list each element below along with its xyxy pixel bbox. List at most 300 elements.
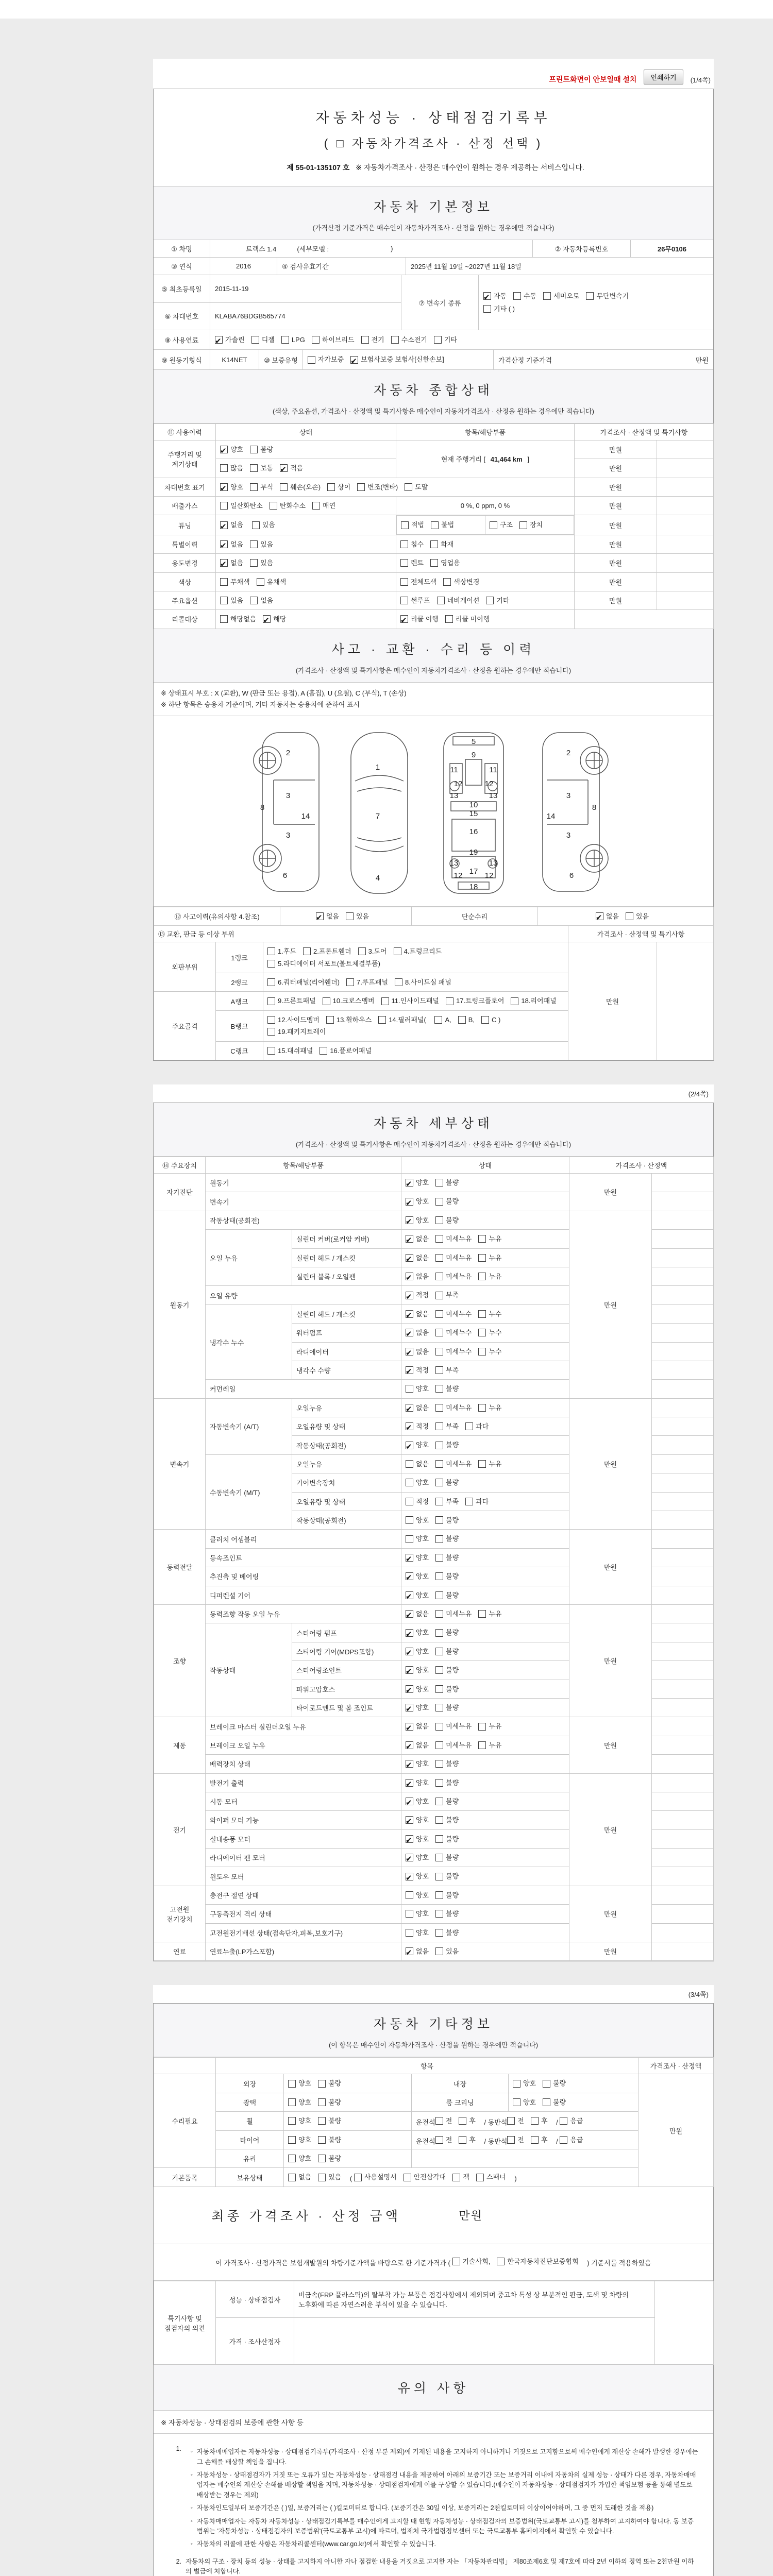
checkbox[interactable] — [406, 1479, 413, 1486]
checkbox[interactable] — [435, 1273, 443, 1280]
checkbox[interactable] — [280, 464, 288, 472]
print-button[interactable]: 인쇄하기 — [644, 70, 683, 84]
field-label: ⑦ 변속기 종류 — [401, 275, 479, 330]
checkbox[interactable] — [452, 2174, 460, 2181]
checkbox[interactable] — [406, 1910, 413, 1918]
check-option — [435, 1233, 472, 1245]
option-label: 없음 — [416, 1460, 429, 1468]
checkbox[interactable] — [270, 502, 277, 510]
checkbox[interactable] — [560, 2117, 567, 2125]
checkbox[interactable] — [507, 2136, 515, 2144]
option-label: 불량 — [446, 1179, 459, 1187]
checkbox[interactable] — [281, 336, 289, 344]
checkbox[interactable] — [478, 1723, 486, 1731]
check-option — [435, 1289, 459, 1301]
check-option — [406, 1195, 429, 1207]
checkbox[interactable] — [406, 1816, 413, 1824]
section-comprehensive — [154, 370, 713, 423]
checkbox[interactable] — [406, 1554, 413, 1562]
polish-state — [288, 2100, 348, 2108]
checkbox[interactable] — [435, 1891, 443, 1899]
checkbox[interactable] — [318, 2098, 326, 2106]
checkbox[interactable] — [431, 521, 439, 529]
table-row — [154, 1886, 714, 1904]
checkbox[interactable] — [406, 1366, 413, 1374]
checkbox[interactable] — [513, 2098, 520, 2106]
checkbox[interactable] — [435, 1422, 443, 1430]
checkbox[interactable] — [406, 1929, 413, 1937]
checkbox[interactable] — [406, 1704, 413, 1711]
check-option — [394, 945, 442, 957]
checkbox[interactable] — [350, 356, 358, 364]
checkbox[interactable] — [320, 1047, 327, 1055]
checkbox[interactable] — [435, 1947, 443, 1955]
check-option — [430, 538, 453, 550]
install-print-link[interactable]: 프린트화면이 안보일때 설치 — [549, 75, 637, 83]
detail-remark-cell — [652, 1792, 714, 1810]
checkbox[interactable] — [435, 1554, 443, 1562]
checkbox[interactable] — [435, 1572, 443, 1580]
checkbox[interactable] — [267, 1028, 275, 1036]
checkbox[interactable] — [513, 292, 521, 300]
checkbox[interactable] — [391, 336, 399, 344]
checkbox[interactable] — [511, 997, 518, 1005]
checkbox[interactable] — [220, 446, 228, 453]
mileage-value: 41,464 km — [490, 455, 523, 464]
checkbox[interactable] — [252, 521, 260, 529]
checkbox[interactable] — [435, 1198, 443, 1206]
checkbox[interactable] — [401, 521, 409, 529]
checkbox[interactable] — [596, 912, 603, 920]
check-option — [406, 1626, 429, 1638]
checkbox[interactable] — [406, 1235, 413, 1243]
caution-bullet — [191, 2470, 700, 2500]
detail-remark-cell — [652, 1267, 714, 1285]
checkbox[interactable] — [394, 947, 401, 955]
option-label: 과다 — [476, 1422, 489, 1431]
check-option — [406, 1945, 429, 1957]
checkbox[interactable] — [478, 1310, 486, 1318]
amount-cell: 만원 — [575, 440, 657, 459]
check-option — [267, 1026, 326, 1038]
checkbox[interactable] — [435, 2117, 443, 2125]
checkbox[interactable] — [483, 305, 491, 313]
checkbox[interactable] — [435, 1235, 443, 1243]
rank-label: C랭크 — [216, 1041, 263, 1060]
checkbox[interactable] — [446, 997, 453, 1005]
caution-item — [171, 2444, 700, 2552]
checkbox[interactable] — [445, 615, 453, 623]
checkbox[interactable] — [316, 912, 324, 920]
col-header: 상태 — [216, 423, 396, 440]
checkbox[interactable] — [267, 1016, 275, 1024]
checkbox[interactable] — [406, 1442, 413, 1449]
checkbox[interactable] — [478, 1610, 486, 1618]
checkbox[interactable] — [406, 1798, 413, 1805]
checkbox[interactable] — [250, 483, 258, 491]
checkbox[interactable] — [483, 292, 491, 300]
checkbox[interactable] — [406, 1591, 413, 1599]
checkbox[interactable] — [357, 483, 365, 491]
checkbox[interactable] — [400, 540, 408, 548]
checkbox[interactable] — [406, 1741, 413, 1749]
checkbox[interactable] — [250, 446, 258, 453]
checkbox[interactable] — [543, 292, 551, 300]
checkbox[interactable] — [435, 1704, 443, 1711]
checkbox[interactable] — [220, 521, 228, 529]
diagram-panel-number: 11 — [450, 765, 458, 774]
checkbox[interactable] — [435, 1629, 443, 1637]
bullet-icon: ◦ — [191, 2449, 193, 2455]
detail-item-cell: 구동축전지 격리 상태 — [206, 1905, 401, 1923]
checkbox[interactable] — [490, 521, 497, 529]
option-label: 누유 — [489, 1722, 502, 1731]
checkbox[interactable] — [435, 1666, 443, 1674]
detail-state-cell — [401, 1454, 569, 1473]
checkbox[interactable] — [443, 578, 451, 586]
bullet-text: 자동차인도일부터 보증기간은 ( )일, 보증거리는 ( )킬로미터로 합니다. (보증기간은 30일 이상, 보증거리는 2천킬로미터 이상이어야하며, 그 중 먼저 도래한 것을 적용) — [196, 2504, 654, 2512]
checkbox[interactable] — [435, 1216, 443, 1224]
checkbox[interactable] — [406, 1835, 413, 1843]
checkbox[interactable] — [263, 615, 271, 623]
checkbox[interactable] — [435, 1179, 443, 1187]
checkbox[interactable] — [406, 1516, 413, 1524]
table-row — [154, 1174, 714, 1192]
checkbox[interactable] — [435, 1385, 443, 1393]
checkbox[interactable] — [406, 1629, 413, 1637]
checkbox[interactable] — [406, 1666, 413, 1674]
check-option — [435, 1702, 459, 1714]
check-option — [435, 1589, 459, 1601]
checkbox[interactable] — [358, 947, 366, 955]
detail-amount-cell: 만원 — [569, 1211, 652, 1398]
checkbox[interactable] — [318, 2117, 326, 2125]
final-price-row — [154, 2187, 713, 2244]
checkbox[interactable] — [405, 483, 412, 491]
checkbox[interactable] — [381, 997, 389, 1005]
checkbox[interactable] — [435, 1366, 443, 1374]
checkbox[interactable] — [400, 578, 408, 586]
option-label: 양호 — [416, 1441, 429, 1449]
checkbox[interactable] — [354, 2174, 362, 2181]
checkbox[interactable] — [435, 1404, 443, 1412]
checkbox[interactable] — [435, 1779, 443, 1787]
checkbox[interactable] — [406, 1310, 413, 1318]
checkbox[interactable] — [478, 1741, 486, 1749]
checkbox[interactable] — [406, 1891, 413, 1899]
checkbox[interactable] — [435, 1310, 443, 1318]
option-label: 렌트 — [411, 559, 424, 567]
checkbox[interactable] — [513, 2080, 520, 2088]
check-option — [435, 1214, 459, 1226]
checkbox[interactable] — [478, 1273, 486, 1280]
bullet-icon: ◦ — [191, 2505, 193, 2512]
checkbox[interactable] — [406, 1572, 413, 1580]
row-first-reg — [154, 275, 401, 303]
checkbox[interactable] — [626, 912, 633, 920]
check-option — [327, 481, 350, 493]
check-option — [267, 995, 316, 1007]
checkbox[interactable] — [435, 1873, 443, 1880]
checkbox[interactable] — [406, 1385, 413, 1393]
checkbox[interactable] — [435, 2136, 443, 2144]
checkbox[interactable] — [400, 559, 408, 567]
checkbox[interactable] — [406, 1854, 413, 1861]
checkbox[interactable] — [406, 1685, 413, 1693]
checkbox[interactable] — [497, 2258, 505, 2265]
service-note: ※ 자동차가격조사 · 산정은 매수인이 원하는 경우 제공하는 서비스입니다. — [356, 163, 584, 172]
checkbox[interactable] — [481, 1016, 489, 1024]
diagram-panel-number: 5 — [471, 737, 476, 746]
check-option — [478, 1608, 501, 1620]
checkbox[interactable] — [288, 2117, 296, 2125]
checkbox[interactable] — [452, 2258, 460, 2265]
checkbox[interactable] — [267, 960, 275, 968]
checkbox[interactable] — [220, 615, 228, 623]
checkbox[interactable] — [406, 1273, 413, 1280]
check-option — [400, 595, 430, 606]
checkbox[interactable] — [435, 1591, 443, 1599]
detail-sub-cell: 작동상태 — [206, 1623, 292, 1717]
checkbox[interactable] — [435, 1442, 443, 1449]
checkbox[interactable] — [250, 464, 258, 472]
checkbox[interactable] — [220, 597, 228, 604]
checkbox[interactable] — [406, 1216, 413, 1224]
checkbox[interactable] — [486, 597, 494, 604]
option-label: 무단변속기 — [596, 292, 629, 300]
checkbox[interactable] — [312, 336, 320, 344]
detail-remark-cell — [652, 1886, 714, 1904]
checkbox[interactable] — [435, 1479, 443, 1486]
check-option — [252, 519, 275, 531]
checkbox[interactable] — [531, 2117, 539, 2125]
checkbox[interactable] — [220, 483, 228, 491]
checkbox[interactable] — [478, 1348, 486, 1355]
checkbox[interactable] — [531, 2136, 539, 2144]
checkbox[interactable] — [435, 1516, 443, 1524]
checkbox[interactable] — [435, 1723, 443, 1731]
checkbox[interactable] — [437, 597, 445, 604]
checkbox[interactable] — [250, 540, 258, 548]
checkbox[interactable] — [267, 947, 275, 955]
checkbox[interactable] — [280, 483, 288, 491]
checkbox[interactable] — [435, 1835, 443, 1843]
option-label: 전 — [445, 2117, 452, 2125]
checkbox[interactable] — [435, 1254, 443, 1262]
checkbox[interactable] — [406, 1610, 413, 1618]
checkbox[interactable] — [267, 997, 275, 1005]
page-number: (3/4쪽) — [153, 1985, 714, 2003]
checkbox[interactable] — [288, 2155, 296, 2162]
checkbox[interactable] — [318, 2174, 326, 2181]
checkbox[interactable] — [220, 578, 228, 586]
checkbox[interactable] — [312, 502, 320, 510]
detail-sub-cell: 냉각수 누수 — [206, 1304, 292, 1380]
checkbox[interactable] — [303, 947, 311, 955]
detail-item-cell: 연료누출(LP가스포함) — [206, 1942, 401, 1961]
checkbox[interactable] — [406, 1179, 413, 1187]
checkbox[interactable] — [406, 1760, 413, 1768]
checkbox[interactable] — [430, 540, 438, 548]
checkbox[interactable] — [435, 1910, 443, 1918]
option-label: 없음 — [416, 1347, 429, 1355]
checkbox[interactable] — [323, 997, 330, 1005]
checkbox[interactable] — [406, 1779, 413, 1787]
option-label: 구조 — [500, 521, 513, 529]
checkbox[interactable] — [406, 1873, 413, 1880]
checkbox[interactable] — [458, 1016, 466, 1024]
checkbox[interactable] — [406, 1947, 413, 1955]
detail-item-cell: 기어변속장치 — [292, 1473, 401, 1492]
check-option — [406, 1739, 429, 1751]
checkbox[interactable] — [250, 559, 258, 567]
checkbox[interactable] — [326, 1016, 334, 1024]
check-option — [406, 1927, 429, 1939]
checkbox[interactable] — [318, 2136, 326, 2144]
checkbox[interactable] — [435, 1760, 443, 1768]
checkbox[interactable] — [435, 1329, 443, 1336]
checkbox[interactable] — [478, 1404, 486, 1412]
checkbox[interactable] — [435, 1854, 443, 1861]
bullet-text: 자동차매매업자는 자동차 자동차성능 · 상태점검기록부를 매수인에게 고지할 때 현행 자동차성능 · 상태점검자의 보증범위(국토교통부 고시)를 첨부하여 고지하여야 합니다. 동 보증범위는 '자동차성능 · 상태점검자의 보증범위'(국토교통부 고시)에 따르며, 법제처 국가법령정보센터 또는 국토교통부 홈페이지에서 확인할 수 있습니다. — [196, 2517, 694, 2535]
checkbox[interactable] — [543, 2080, 550, 2088]
check-option — [435, 1496, 459, 1507]
option-label: 불량 — [553, 2098, 566, 2106]
checkbox[interactable] — [406, 1198, 413, 1206]
checkbox[interactable] — [220, 464, 228, 472]
tire-positions — [412, 2130, 638, 2149]
diagram-panel-number: 9 — [471, 750, 476, 759]
option-label: 12.사이드멤버 — [278, 1015, 320, 1024]
checkbox[interactable] — [478, 1460, 486, 1468]
checkbox[interactable] — [288, 2080, 296, 2088]
detail-state-cell — [401, 1867, 569, 1886]
checkbox[interactable] — [406, 1254, 413, 1262]
emission-kinds — [220, 503, 342, 511]
option-label: 없음 — [416, 1235, 429, 1243]
amount-cell: 만원 — [568, 942, 657, 1060]
detail-remark-cell — [652, 1586, 714, 1604]
table-row — [154, 440, 714, 459]
checkbox[interactable] — [257, 578, 264, 586]
checkbox[interactable] — [346, 912, 354, 920]
checkbox[interactable] — [404, 2174, 411, 2181]
checkbox[interactable] — [435, 1685, 443, 1693]
option-label: 적정 — [416, 1422, 429, 1431]
checkbox[interactable] — [459, 2136, 466, 2144]
checkbox[interactable] — [220, 502, 228, 510]
tuning-legal — [401, 519, 461, 531]
checkbox[interactable] — [435, 1460, 443, 1468]
check-option — [406, 1570, 429, 1582]
checkbox[interactable] — [435, 1348, 443, 1355]
checkbox[interactable] — [406, 1292, 413, 1299]
checkbox[interactable] — [400, 597, 408, 604]
checkbox[interactable] — [318, 2155, 326, 2162]
checkbox[interactable] — [288, 2098, 296, 2106]
checkbox[interactable] — [435, 1498, 443, 1505]
checkbox[interactable] — [288, 2174, 296, 2181]
option-label: 8.사이드실 패널 — [405, 978, 451, 987]
checkbox[interactable] — [435, 1292, 443, 1299]
checkbox[interactable] — [327, 483, 335, 491]
checkbox[interactable] — [478, 1329, 486, 1336]
checkbox[interactable] — [220, 540, 228, 548]
checkbox[interactable] — [400, 615, 408, 623]
checkbox[interactable] — [406, 1498, 413, 1505]
checkbox[interactable] — [435, 1610, 443, 1618]
checkbox[interactable] — [346, 978, 354, 986]
checkbox[interactable] — [465, 1498, 473, 1505]
checkbox[interactable] — [406, 1535, 413, 1543]
checkbox[interactable] — [406, 1422, 413, 1430]
checkbox[interactable] — [435, 1648, 443, 1655]
checkbox[interactable] — [215, 336, 223, 344]
checkbox[interactable] — [406, 1348, 413, 1355]
detail-state-cell — [401, 1248, 569, 1267]
checkbox[interactable] — [395, 978, 402, 986]
check-option — [288, 2077, 311, 2089]
checkbox[interactable] — [267, 1047, 275, 1055]
checkbox[interactable] — [519, 521, 527, 529]
checkbox[interactable] — [267, 978, 275, 986]
checkbox[interactable] — [434, 336, 442, 344]
checkbox[interactable] — [478, 1254, 486, 1262]
check-option — [435, 1664, 459, 1676]
option-label: 누유 — [489, 1403, 502, 1412]
checkbox[interactable] — [586, 292, 594, 300]
checkbox[interactable] — [560, 2136, 567, 2144]
checkbox[interactable] — [543, 2098, 550, 2106]
sheet-page-3 — [153, 2003, 714, 2576]
checkbox[interactable] — [361, 336, 369, 344]
option-label: 부족 — [446, 1497, 459, 1505]
checkbox[interactable] — [478, 1235, 486, 1243]
appraiser-label: 가격 · 조사산정자 — [216, 2318, 294, 2365]
checkbox[interactable] — [406, 1460, 413, 1468]
checkbox[interactable] — [435, 1741, 443, 1749]
option-label: 기타 — [496, 596, 510, 604]
checkbox[interactable] — [406, 1404, 413, 1412]
checkbox[interactable] — [465, 1422, 473, 1430]
checkbox[interactable] — [406, 1723, 413, 1731]
checkbox[interactable] — [435, 1929, 443, 1937]
checkbox[interactable] — [459, 2117, 466, 2125]
checkbox[interactable] — [434, 1016, 442, 1024]
checkbox[interactable] — [435, 1535, 443, 1543]
table-row — [154, 2281, 714, 2318]
checkbox[interactable] — [318, 2080, 326, 2088]
checkbox[interactable] — [406, 1329, 413, 1336]
check-option — [391, 334, 427, 346]
detail-state-cell — [401, 1849, 569, 1867]
checkbox[interactable] — [250, 597, 258, 604]
checkbox[interactable] — [476, 2174, 484, 2181]
checkbox[interactable] — [378, 1016, 386, 1024]
checkbox[interactable] — [406, 1648, 413, 1655]
checkbox[interactable] — [251, 336, 259, 344]
option-label: 적정 — [416, 1366, 429, 1374]
diagram-panel-number: 13 — [489, 858, 498, 868]
checkbox[interactable] — [430, 559, 438, 567]
checkbox[interactable] — [435, 1816, 443, 1824]
checkbox[interactable] — [435, 1798, 443, 1805]
checkbox[interactable] — [507, 2117, 515, 2125]
checkbox[interactable] — [288, 2136, 296, 2144]
checkbox[interactable] — [308, 356, 315, 364]
sheet-page-1 — [153, 89, 714, 1061]
checkbox[interactable] — [220, 559, 228, 567]
